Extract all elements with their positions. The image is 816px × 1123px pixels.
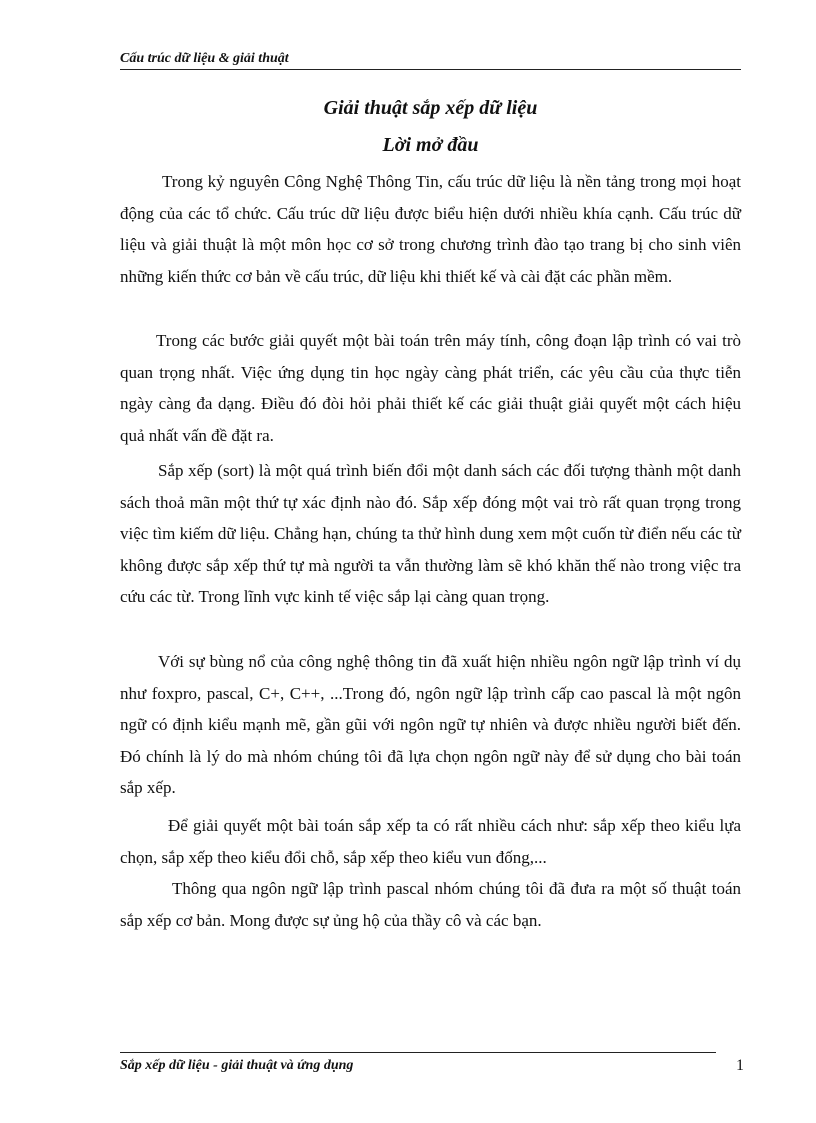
- paragraph-2: Trong các bước giải quyết một bài toán trên máy tính, công đoạn lập trình có vai trò quan trọng nhất. Việc ứng dụng tin học ngày càng phát triển, các yêu cầu của thực tiễn ngày càng đa dạng. Điều đó đòi hỏi phải thiết kế các giải thuật giải quyết một cách hiệu quả nhất vấn đề đặt ra.: [120, 331, 741, 445]
- header-running-title: Cấu trúc dữ liệu & giải thuật: [120, 51, 289, 66]
- page-header: [120, 47, 741, 70]
- document-title: Giải thuật sắp xếp dữ liệu: [323, 97, 538, 119]
- footer-rule: [120, 1052, 716, 1053]
- page-number: 1: [736, 1057, 744, 1074]
- paragraph-4: Với sự bùng nổ của công nghệ thông tin đã xuất hiện nhiều ngôn ngữ lập trình ví dụ như foxpro, pascal, C+, C++, ...Trong đó, ngôn ngữ lập trình cấp cao pascal là một ngôn ngữ có định kiểu mạnh mẽ, gần gũi với ngôn ngữ tự nhiên và được nhiều người biết đến. Đó chính là lý do mà nhóm chúng tôi đã lựa chọn ngôn ngữ này để sử dụng cho bài toán sắp xếp.: [120, 652, 741, 797]
- paragraph-3: Sắp xếp (sort) là một quá trình biến đổi một danh sách các đối tượng thành một danh sách thoả mãn một thứ tự xác định nào đó. Sắp xếp đóng một vai trò rất quan trọng trong việc tìm kiếm dữ liệu. Chẳng hạn, chúng ta thử hình dung xem một cuốn từ điển nếu các từ không được sắp xếp thứ tự mà người ta vẫn thường làm sẽ khó khăn thế nào trong việc tra cứu các từ. Trong lĩnh vực kinh tế việc sắp lại càng quan trọng.: [120, 461, 741, 606]
- footer-running-title: Sắp xếp dữ liệu - giải thuật và ứng dụng: [120, 1058, 354, 1073]
- paragraph-1: Trong kỷ nguyên Công Nghệ Thông Tin, cấu trúc dữ liệu là nền tảng trong mọi hoạt động của các tổ chức. Cấu trúc dữ liệu được biểu hiện dưới nhiều khía cạnh. Cấu trúc dữ liệu và giải thuật là một môn học cơ sở trong chương trình đào tạo trang bị cho sinh viên những kiến thức cơ bản về cấu trúc, dữ liệu khi thiết kế và cài đặt các phần mềm.: [120, 172, 741, 286]
- paragraph-5: Để giải quyết một bài toán sắp xếp ta có rất nhiều cách như: sắp xếp theo kiểu lựa chọn, sắp xếp theo kiểu đổi chỗ, sắp xếp theo kiểu vun đống,...: [120, 816, 741, 867]
- section-title: Lời mở đầu: [382, 134, 479, 156]
- paragraph-6: Thông qua ngôn ngữ lập trình pascal nhóm chúng tôi đã đưa ra một số thuật toán sắp xếp cơ bản. Mong được sự ủng hộ của thầy cô và các bạn.: [120, 879, 741, 930]
